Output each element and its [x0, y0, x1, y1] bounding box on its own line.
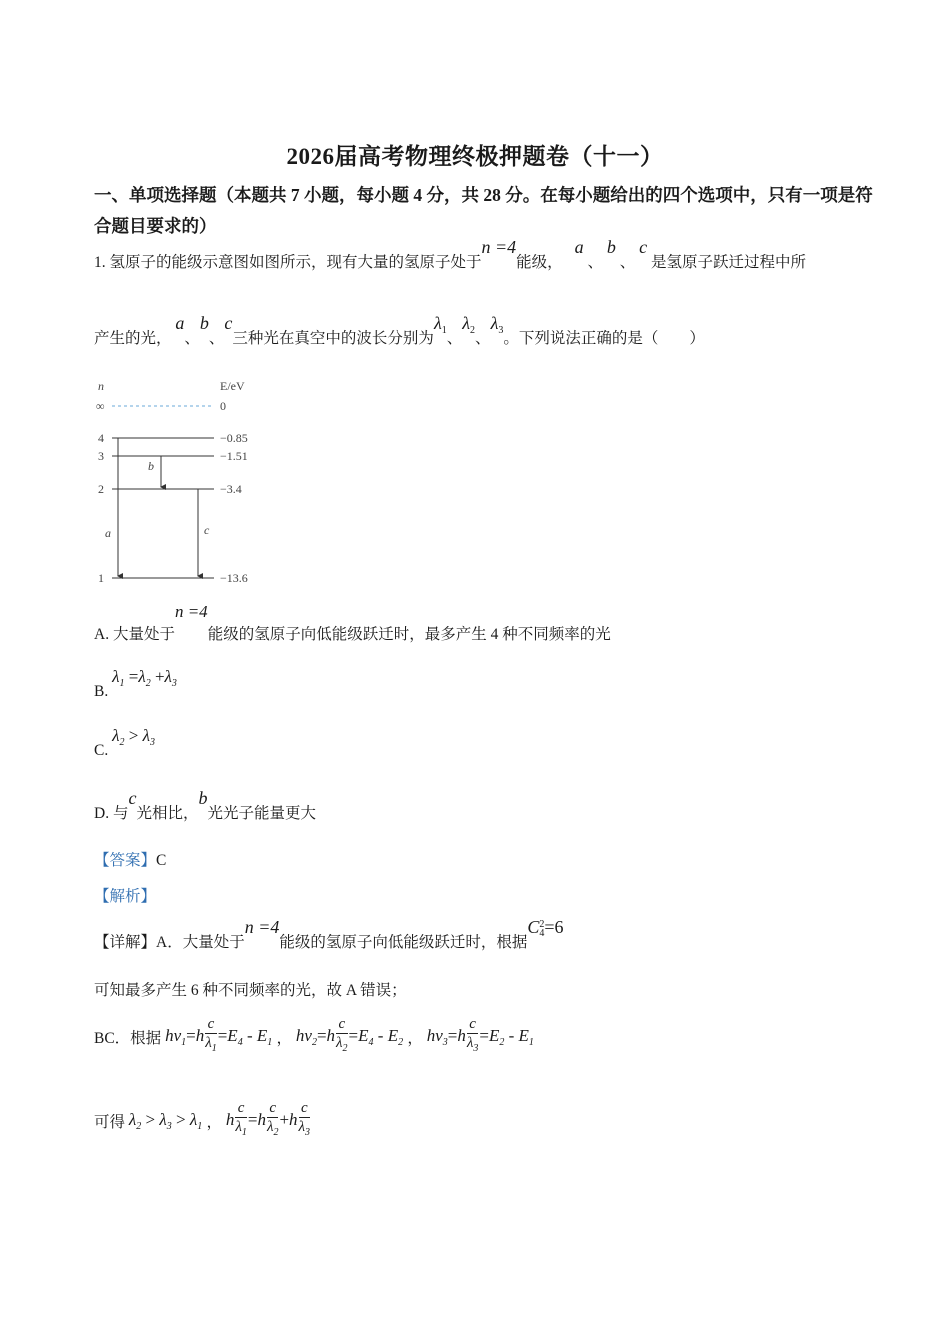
energy: E: [387, 1025, 399, 1045]
level-e-1: −13.6: [220, 571, 248, 585]
numerator: c: [299, 1100, 311, 1118]
answer-line: [94, 848, 166, 870]
planck-h: h: [225, 1109, 235, 1129]
detail-line-1: [94, 917, 564, 952]
detail-text: 能级的氢原子向低能级跃迁时，根据: [279, 934, 528, 951]
subscript: 4: [368, 1036, 374, 1048]
lambda: λ: [462, 313, 471, 333]
planck-h: h: [257, 1109, 266, 1129]
lambda: λ: [336, 1035, 343, 1051]
option-c-formula: [112, 726, 155, 748]
fraction: [299, 1100, 311, 1142]
equals: =: [217, 1025, 228, 1045]
plus: +: [154, 667, 165, 686]
lambda: λ: [266, 1119, 274, 1135]
subscript: 2: [145, 678, 151, 689]
level-e-3: −1.51: [220, 449, 248, 463]
combination-formula: [527, 917, 563, 937]
greater-than: >: [145, 1110, 156, 1129]
subscript: 3: [171, 678, 177, 689]
subscript: 1: [441, 325, 447, 336]
subscript: 2: [273, 1127, 279, 1138]
lambda: λ: [138, 667, 146, 686]
comb-sup: 2: [539, 918, 545, 930]
axis-n-label: n: [98, 379, 104, 393]
option-text: 光相比，: [136, 805, 199, 822]
level-n4: n =4: [481, 237, 517, 257]
subscript: 1: [181, 1036, 187, 1048]
level-n4: n =4: [174, 602, 208, 621]
planck-h: h: [457, 1025, 466, 1045]
separator: 、: [475, 330, 491, 347]
lambda: λ: [490, 313, 499, 333]
separator: 、: [208, 330, 225, 347]
energy-formula-2: [295, 1016, 407, 1054]
page-title: 2026届高考物理终极押题卷（十一）: [286, 144, 664, 169]
option-b: [94, 667, 177, 703]
subscript: 2: [342, 1043, 348, 1054]
numerator: c: [235, 1100, 247, 1118]
energy-sum-formula: [225, 1100, 311, 1138]
energy: E: [358, 1025, 369, 1045]
lambda: λ: [164, 667, 172, 686]
question-text: 。下列说法正确的是（ ）: [503, 330, 705, 347]
question-text: 三种光在真空中的波长分别为: [232, 330, 434, 347]
subscript: 1: [267, 1036, 273, 1048]
level-e-4: −0.85: [220, 431, 248, 445]
greater-than: >: [175, 1110, 186, 1129]
subscript: 2: [470, 325, 476, 336]
level-n-inf: ∞: [96, 399, 105, 413]
light-c: c: [128, 788, 137, 808]
energy: E: [227, 1025, 238, 1045]
subscript: 4: [237, 1036, 243, 1048]
equals: =: [479, 1025, 489, 1045]
nu: ν: [435, 1025, 443, 1045]
light-a: a: [574, 237, 584, 257]
light-b: b: [199, 313, 209, 333]
numerator: c: [267, 1100, 279, 1118]
detail-text: A．大量处于: [156, 934, 245, 951]
comma: ，: [206, 1114, 222, 1131]
light-a: a: [175, 313, 185, 333]
detail-text: 可得: [94, 1114, 126, 1131]
option-label: B.: [94, 683, 109, 700]
option-text: 光光子能量更大: [207, 805, 316, 822]
level-n-2: 2: [98, 482, 104, 496]
analysis-line: [94, 884, 156, 906]
comb-sub: 4: [539, 927, 545, 939]
transition-c-label: c: [204, 523, 210, 537]
subscript: 1: [528, 1036, 534, 1048]
planck-h: h: [195, 1025, 205, 1045]
fraction: [467, 1016, 479, 1058]
option-label: C.: [94, 742, 109, 759]
level-n-1: 1: [98, 571, 104, 585]
option-text: A. 大量处于: [94, 626, 175, 643]
comma: ，: [276, 1030, 293, 1047]
comb-result: =6: [544, 917, 564, 937]
planck-h: h: [165, 1025, 174, 1045]
lambda: λ: [112, 726, 120, 745]
plus: +: [279, 1109, 290, 1129]
lambda: λ: [298, 1119, 306, 1135]
lambda: λ: [189, 1110, 198, 1129]
level-n4: n =4: [244, 917, 280, 937]
level-n-4: 4: [98, 431, 104, 445]
subscript: 1: [119, 678, 125, 689]
section-heading: 一、单项选择题（本题共 7 小题，每小题 4 分，共 28 分。在每小题给出的四个选项中，只有一项是符合题目要求的）: [94, 185, 873, 236]
subscript: 1: [211, 1043, 217, 1054]
numerator: c: [336, 1016, 348, 1034]
level-e-inf: 0: [220, 399, 226, 413]
answer-value: C: [156, 852, 167, 869]
fraction: [205, 1016, 217, 1058]
planck-h: h: [326, 1025, 336, 1045]
subscript: 2: [311, 1036, 317, 1048]
planck-h: h: [426, 1025, 436, 1045]
minus: -: [246, 1025, 253, 1045]
detail-line-2: 可知最多产生 6 种不同频率的光，故 A 错误；: [94, 982, 407, 999]
detail-line-4: [94, 1100, 311, 1142]
equals: =: [348, 1025, 359, 1045]
fraction: [235, 1100, 247, 1142]
level-n-3: 3: [98, 449, 104, 463]
question-text: 产生的光，: [94, 330, 172, 347]
separator: 、: [446, 330, 463, 347]
subscript: 2: [398, 1036, 404, 1048]
equals: =: [247, 1109, 258, 1129]
wavelength-order: [128, 1110, 207, 1132]
equals: =: [128, 667, 139, 686]
light-c: c: [639, 237, 648, 257]
subscript: 3: [166, 1121, 172, 1132]
equals: =: [447, 1025, 458, 1045]
energy-formula-3: [426, 1016, 534, 1054]
option-d: [94, 788, 316, 823]
subscript: 1: [241, 1127, 247, 1138]
analysis-tag: 【解析】: [94, 888, 157, 905]
lambda: λ: [112, 667, 120, 686]
lambda: λ: [235, 1119, 242, 1135]
greater-than: >: [128, 726, 139, 745]
light-b: b: [606, 237, 616, 257]
subscript: 3: [305, 1127, 311, 1138]
numerator: c: [467, 1016, 479, 1034]
energy-formula-1: [165, 1016, 276, 1054]
energy: E: [256, 1025, 268, 1045]
subscript: 2: [136, 1121, 142, 1132]
subscript: 2: [119, 737, 125, 748]
energy: E: [518, 1025, 529, 1045]
nu: ν: [304, 1025, 312, 1045]
fraction: [336, 1016, 348, 1058]
light-c: c: [224, 313, 233, 333]
answer-tag: 【答案】: [94, 852, 157, 869]
question-1-line-2: [94, 313, 705, 350]
subscript: 3: [442, 1036, 448, 1048]
option-b-formula: [112, 667, 177, 689]
detail-tag: 【详解】: [94, 934, 157, 951]
fraction: [267, 1100, 279, 1142]
equals: =: [186, 1025, 196, 1045]
question-1-line-1: [94, 237, 806, 272]
comma: ，: [407, 1030, 423, 1047]
subscript: 3: [149, 737, 155, 748]
option-c: [94, 726, 155, 762]
lambda: λ: [142, 726, 150, 745]
minus: -: [508, 1025, 515, 1045]
lambda: λ: [466, 1035, 474, 1051]
subscript: 3: [473, 1043, 479, 1054]
detail-line-3: [94, 1016, 534, 1058]
level-e-2: −3.4: [220, 482, 242, 496]
minus: -: [377, 1025, 384, 1045]
question-text: 能级，: [516, 254, 563, 271]
subscript: 2: [499, 1036, 505, 1048]
transition-a-label: a: [105, 526, 111, 540]
lambda: λ: [159, 1110, 167, 1129]
option-text: D. 与: [94, 805, 129, 822]
subscript: 3: [498, 325, 504, 336]
energy-level-diagram: [92, 374, 272, 594]
lambda: λ: [205, 1035, 212, 1051]
planck-h: h: [295, 1025, 305, 1045]
equals: =: [316, 1025, 327, 1045]
planck-h: h: [289, 1109, 298, 1129]
comb-symbol: C: [527, 917, 540, 937]
lambda: λ: [433, 313, 442, 333]
lambda: λ: [128, 1110, 137, 1129]
option-text: 能级的氢原子向低能级跃迁时，最多产生 4 种不同频率的光: [207, 626, 611, 643]
detail-text: BC．根据: [94, 1030, 162, 1047]
subscript: 1: [197, 1121, 203, 1132]
nu: ν: [173, 1025, 182, 1045]
separator: 、: [587, 254, 603, 271]
separator: 、: [619, 254, 636, 271]
option-a: [94, 602, 611, 644]
energy: E: [488, 1025, 500, 1045]
numerator: c: [205, 1016, 217, 1034]
question-text: 1. 氢原子的能级示意图如图所示，现有大量的氢原子处于: [94, 254, 482, 271]
separator: 、: [184, 330, 200, 347]
light-b: b: [198, 788, 208, 808]
axis-energy-label: E/eV: [220, 379, 245, 393]
question-text: 是氢原子跃迁过程中所: [650, 254, 806, 271]
transition-b-label: b: [148, 459, 154, 473]
